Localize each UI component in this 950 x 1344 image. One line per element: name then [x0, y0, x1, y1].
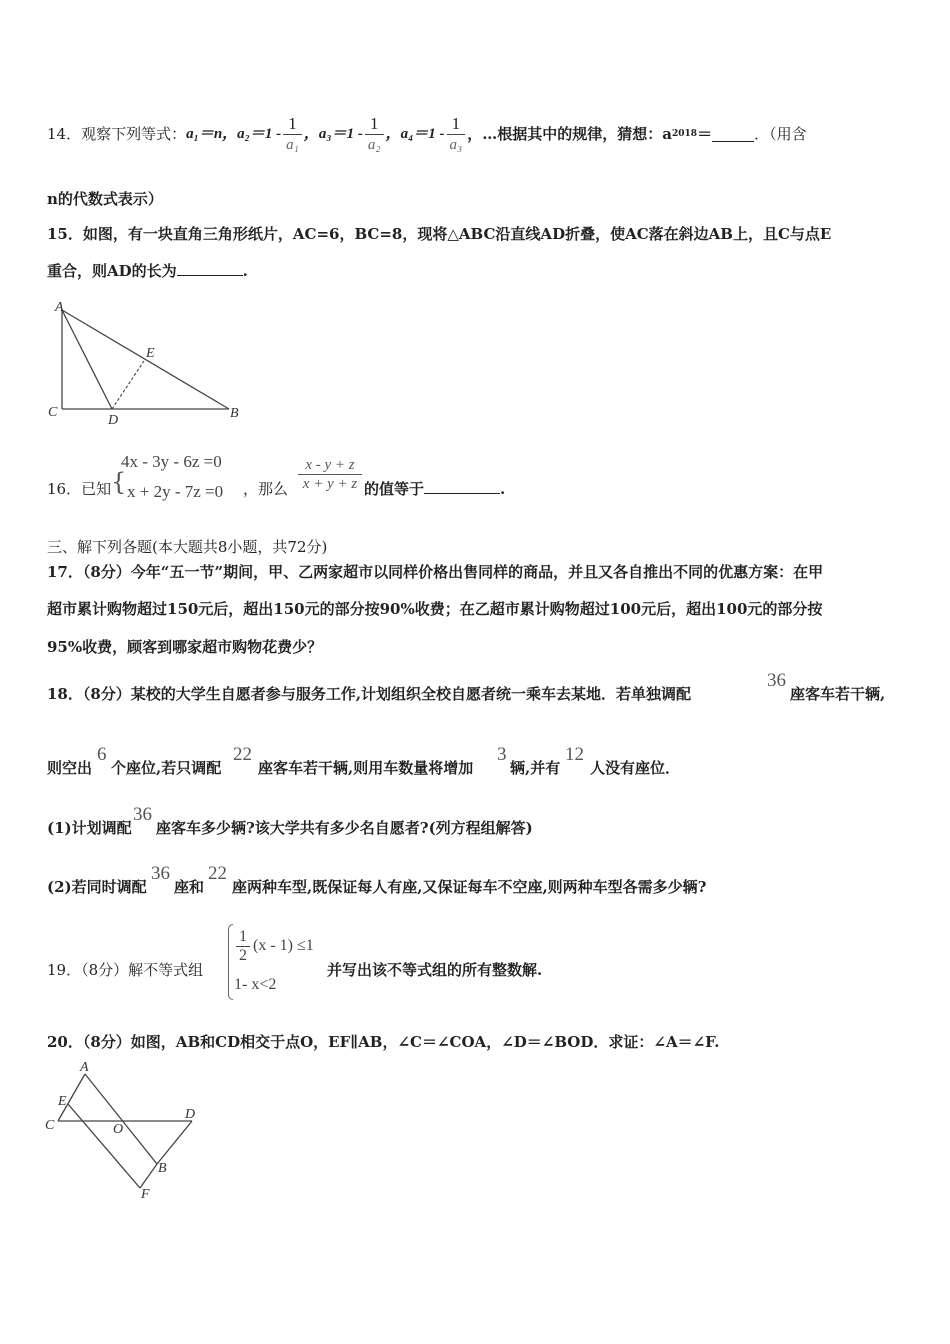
- q20-label-c: C: [45, 1118, 55, 1133]
- q20-line-ab: [85, 1074, 157, 1164]
- q16-sys1: 4x - 3y - 6z =0: [121, 452, 222, 471]
- q15-triangle-diagram: [40, 298, 250, 428]
- q14-line2: n的代数式表示）: [47, 190, 163, 208]
- q18-part1-a: (1)计划调配: [47, 819, 132, 837]
- q18-line2-c: 座客车若干辆,则用车数量将增加: [258, 759, 474, 777]
- q16-brace: {: [111, 468, 127, 496]
- q20-label-f: F: [141, 1187, 150, 1202]
- q18-part2-a: (2)若同时调配: [47, 878, 147, 896]
- q18-num-22: 22: [233, 744, 252, 765]
- q15-blank: [177, 261, 243, 276]
- q20-label-d: D: [185, 1107, 196, 1122]
- q20-segment-fb: [140, 1164, 157, 1188]
- q14-eq1: a₁＝n，a₂＝1 -: [186, 126, 282, 142]
- q16-tail: 的值等于 .: [364, 480, 506, 498]
- q20-segment-db: [157, 1121, 192, 1164]
- q15-line1: 15．如图，有一块直角三角形纸片，AC=6，BC=8，现将△ABC沿直线AD折叠，使AC落在斜边AB上，且C与点E: [47, 225, 832, 243]
- q18-num-12: 12: [565, 744, 584, 765]
- q17-line3: 95%收费，顾客到哪家超市购物花费少？: [47, 638, 323, 656]
- q18-num-36: 36: [767, 670, 786, 691]
- q14-eqsign: ＝: [697, 125, 713, 143]
- q14-line1: [47, 104, 807, 164]
- q14-tail: ，…根据其中的规律，猜想：a: [467, 125, 672, 143]
- q20-label-a: A: [80, 1060, 89, 1075]
- q16-lead: 16．已知: [47, 480, 112, 498]
- q14-fraction-2: $\frac{1}{\text{a₂}}$: [365, 114, 384, 155]
- q16-fraction: [298, 456, 362, 493]
- q18-line1: 18．（8分）某校的大学生自愿者参与服务工作,计划组织全校自愿者统一乘车去某地．若单独调配: [47, 685, 692, 703]
- q15-line2: 重合，则AD的长为 .: [47, 262, 248, 280]
- q14-eq4: ，a₄＝1 -: [385, 126, 445, 142]
- q16-fraction-num: x - y + z: [305, 457, 355, 473]
- q19-tail: 并写出该不等式组的所有整数解.: [327, 961, 543, 979]
- q15-dashed-de: [112, 361, 144, 409]
- q16-blank: [424, 479, 500, 494]
- q14-blank: [712, 127, 754, 142]
- q16-sys2: x + 2y - 7z =0: [127, 482, 224, 501]
- q19-system-brace: [228, 924, 233, 1000]
- q18-part2-num-22: 22: [208, 863, 227, 884]
- q14-end: ．（用含: [754, 125, 807, 143]
- q18-part2-num-36: 36: [151, 863, 170, 884]
- q15-label-b: B: [230, 406, 239, 421]
- q18-num-6: 6: [97, 744, 107, 765]
- q15-label-e: E: [146, 346, 155, 361]
- q18-part1-b: 座客车多少辆?该大学共有多少名自愿者?(列方程组解答): [156, 819, 533, 837]
- q14-lead: 14．观察下列等式：: [47, 125, 187, 143]
- q18-line1-end: 座客车若干辆,: [790, 685, 886, 703]
- q14-eq3: ，a₃＝1 -: [303, 126, 363, 142]
- q15-label-a: A: [55, 300, 64, 315]
- q16-fraction-den: x + y + z: [298, 474, 362, 493]
- q18-part1-num-36: 36: [133, 804, 152, 825]
- q20-label-e: E: [58, 1094, 67, 1109]
- q20-line-ef: [68, 1104, 140, 1188]
- q18-num-3: 3: [497, 744, 507, 765]
- q14-fraction-3: $\frac{1}{\text{a₃}}$: [447, 114, 466, 155]
- q18-line2-b: 个座位,若只调配: [111, 759, 222, 777]
- q15-label-c: C: [48, 405, 58, 420]
- q14-fraction-1: $\frac{1}{\text{a₁}}$: [283, 114, 302, 155]
- q15-label-d: D: [108, 413, 119, 428]
- q18-line2-a: 则空出: [47, 759, 93, 777]
- q20-line1: 20．（8分）如图，AB和CD相交于点O，EF∥AB，∠C＝∠COA，∠D＝∠BOD．求证：∠A＝∠F.: [47, 1033, 720, 1051]
- q14-subscript: 2018: [672, 129, 698, 139]
- q20-label-b: B: [158, 1161, 167, 1176]
- q19-ineq1: (x - 1) ≤1: [253, 937, 314, 954]
- q17-line2: 超市累计购物超过150元后，超出150元的部分按90%收费；在乙超市累计购物超过100元后，超出100元的部分按: [47, 600, 823, 618]
- q16-mid: ，那么: [243, 480, 289, 498]
- q18-line2-e: 人没有座位．: [590, 759, 681, 777]
- q20-diagram: [40, 1060, 210, 1205]
- q18-line2-d: 辆,并有: [510, 759, 561, 777]
- q17-line1: 17．（8分）今年“五一节”期间，甲、乙两家超市以同样价格出售同样的商品，并且又各自推出不同的优惠方案：在甲: [47, 563, 824, 581]
- q19-lead: 19．（8分）解不等式组: [47, 961, 204, 979]
- q20-label-o: O: [113, 1122, 124, 1137]
- section-3-heading: 三、解下列各题(本大题共8小题，共72分): [47, 538, 328, 556]
- q19-ineq2: 1- x<2: [234, 976, 277, 993]
- q18-part2-c: 座两种车型,既保证每人有座,又保证每车不空座,则两种车型各需多少辆?: [232, 878, 707, 896]
- q19-fraction: 1 2: [236, 928, 250, 965]
- q18-part2-b: 座和: [174, 878, 205, 896]
